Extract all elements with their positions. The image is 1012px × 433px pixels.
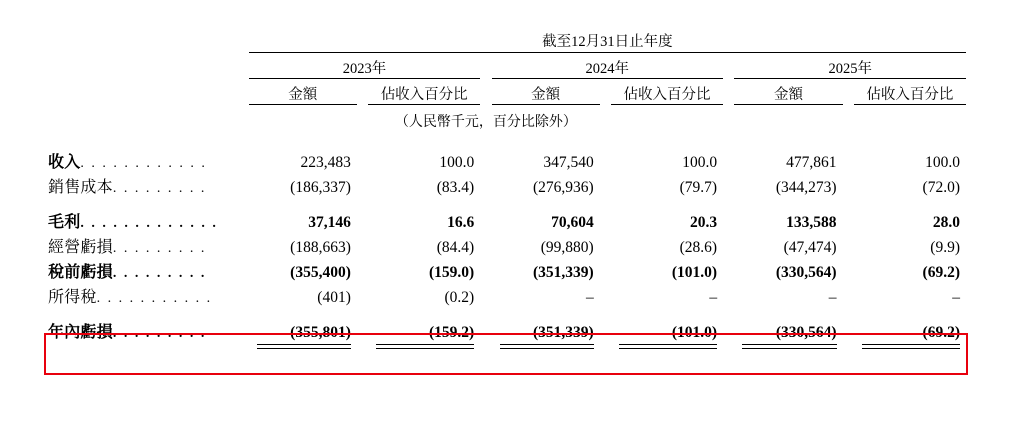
cell-value: (351,339): [492, 317, 600, 342]
gap-cell: [357, 172, 368, 197]
cell-value: 20.3: [689, 213, 718, 231]
row-label-dots: . . . . . . . . .: [112, 325, 207, 341]
gap-cell: [843, 79, 854, 105]
gap-cell: [723, 172, 734, 197]
gap-cell: [843, 317, 854, 342]
cell-value: (9.9): [930, 238, 960, 256]
empty-cell: [48, 105, 249, 131]
empty-cell: [48, 79, 249, 105]
spacer-cell: [48, 131, 966, 147]
spacer-row: [48, 131, 966, 147]
gap-cell: [600, 172, 611, 197]
table-row: [48, 257, 966, 282]
gap-cell: [600, 282, 611, 307]
cell-value: 100.0: [925, 153, 960, 171]
year-header-2024: 2024年: [492, 53, 724, 79]
cell-value: (79.7): [679, 178, 718, 196]
cell-value: (69.2): [922, 263, 960, 281]
currency-note: （人民幣千元，百分比除外）: [394, 114, 577, 130]
row-label-text: 稅前虧損: [48, 263, 113, 281]
cell-value: (186,337): [290, 178, 351, 196]
spacer-row: [48, 307, 966, 317]
gap-cell: [723, 282, 734, 307]
gap-cell: [480, 317, 491, 342]
row-label-text: 銷售成本: [48, 178, 113, 196]
year-header-2025: 2025年: [734, 53, 966, 79]
cell-value: (355,801): [249, 317, 357, 342]
row-label-text: 收入: [48, 153, 81, 171]
gap-cell: [357, 257, 368, 282]
row-label-text: 經營虧損: [48, 238, 113, 256]
gap-cell: [600, 317, 611, 342]
cell-value: 477,861: [786, 153, 837, 171]
gap-cell: [843, 207, 854, 232]
table-row: [48, 207, 966, 232]
column-header-pct-2023: 佔收入百分比: [368, 79, 480, 105]
table-row-loss-for-year: [48, 317, 966, 342]
gap-cell: [600, 257, 611, 282]
spacer-cell: [48, 197, 966, 207]
cell-value: –: [709, 288, 718, 306]
cell-value: (330,564): [734, 317, 842, 342]
gap-cell: [357, 79, 368, 105]
financial-summary-table: [48, 30, 966, 342]
cell-value: (344,273): [775, 178, 837, 196]
column-header-amount-2025: 金額: [734, 79, 842, 105]
gap-cell: [480, 172, 491, 197]
gap-cell: [723, 79, 734, 105]
gap-cell: [480, 79, 491, 105]
empty-cell: [48, 30, 249, 51]
spacer-cell: [48, 307, 966, 317]
cell-value: (0.2): [444, 288, 475, 306]
column-header-pct-2024: 佔收入百分比: [611, 79, 723, 105]
cell-value: (99,880): [540, 238, 594, 256]
currency-note-row: [48, 105, 966, 131]
table-row: [48, 232, 966, 257]
cell-value: 70,604: [551, 213, 594, 231]
cell-value: (355,400): [290, 263, 351, 281]
cell-value: 37,146: [308, 213, 351, 231]
cell-value: (351,339): [533, 263, 594, 281]
gap-cell: [723, 207, 734, 232]
column-header-row: [48, 79, 966, 105]
gap-cell: [600, 79, 611, 105]
gap-cell: [843, 257, 854, 282]
cell-value: (401): [317, 288, 351, 306]
row-label-operating-loss: [48, 232, 249, 257]
gap-cell: [600, 147, 611, 172]
row-label-dots: . . . . . . . . . . . .: [80, 155, 207, 171]
cell-value: 16.6: [447, 213, 475, 231]
gap-cell: [480, 282, 491, 307]
spacer-row: [48, 197, 966, 207]
cell-value: (276,936): [533, 178, 594, 196]
row-label-income-tax: [48, 282, 249, 307]
table-row: [48, 147, 966, 172]
gap-cell: [723, 317, 734, 342]
cell-value: (28.6): [679, 238, 718, 256]
cell-value: (69.2): [854, 317, 966, 342]
row-label-text: 毛利: [48, 213, 81, 231]
row-label-gross-profit: [48, 207, 249, 232]
period-title: 截至12月31日止年度: [542, 34, 673, 50]
gap-cell: [480, 207, 491, 232]
cell-value: 28.0: [932, 213, 960, 231]
cell-value: (72.0): [922, 178, 960, 196]
gap-cell: [480, 53, 491, 79]
row-label-dots: . . . . . . . . .: [112, 265, 207, 281]
gap-cell: [480, 257, 491, 282]
gap-cell: [480, 147, 491, 172]
cell-value: 133,588: [786, 213, 837, 231]
gap-cell: [723, 232, 734, 257]
table-row: [48, 172, 966, 197]
column-header-amount-2023: 金額: [249, 79, 357, 105]
cell-value: 347,540: [543, 153, 594, 171]
cell-value: (159.2): [368, 317, 480, 342]
row-label-dots: . . . . . . . . . . . . .: [80, 215, 218, 231]
gap-cell: [357, 282, 368, 307]
column-header-amount-2024: 金額: [492, 79, 600, 105]
empty-cell: [48, 53, 249, 79]
cell-value: –: [952, 288, 960, 306]
gap-cell: [843, 172, 854, 197]
row-label-loss-for-year: [48, 317, 249, 342]
gap-cell: [723, 147, 734, 172]
cell-value: (330,564): [775, 263, 837, 281]
cell-value: 100.0: [439, 153, 475, 171]
cell-value: (84.4): [436, 238, 475, 256]
row-label-dots: . . . . . . . . .: [112, 240, 207, 256]
row-label-revenue: [48, 147, 249, 172]
gap-cell: [600, 207, 611, 232]
row-label-text: 所得稅: [48, 288, 97, 306]
cell-value: (83.4): [436, 178, 475, 196]
row-label-cost-of-sales: [48, 172, 249, 197]
gap-cell: [357, 207, 368, 232]
row-label-text: 年內虧損: [48, 323, 113, 341]
period-title-row: [48, 30, 966, 51]
gap-cell: [843, 147, 854, 172]
gap-cell: [357, 232, 368, 257]
gap-cell: [723, 53, 734, 79]
cell-value: (47,474): [783, 238, 837, 256]
gap-cell: [723, 257, 734, 282]
gap-cell: [480, 232, 491, 257]
gap-cell: [357, 317, 368, 342]
gap-cell: [600, 232, 611, 257]
gap-cell: [843, 232, 854, 257]
cell-value: (159.0): [429, 263, 475, 281]
cell-value: –: [828, 288, 837, 306]
cell-value: 223,483: [300, 153, 351, 171]
cell-value: (188,663): [290, 238, 351, 256]
gap-cell: [843, 282, 854, 307]
gap-cell: [357, 147, 368, 172]
year-header-row: [48, 53, 966, 79]
table-row: [48, 282, 966, 307]
year-header-2023: 2023年: [249, 53, 481, 79]
row-label-dots: . . . . . . . . . . .: [96, 290, 213, 306]
cell-value: –: [585, 288, 594, 306]
empty-cell: [723, 105, 966, 131]
cell-value: (101.0): [671, 263, 718, 281]
column-header-pct-2025: 佔收入百分比: [854, 79, 966, 105]
row-label-loss-before-tax: [48, 257, 249, 282]
cell-value: (101.0): [611, 317, 723, 342]
row-label-dots: . . . . . . . . .: [112, 180, 207, 196]
cell-value: 100.0: [682, 153, 718, 171]
